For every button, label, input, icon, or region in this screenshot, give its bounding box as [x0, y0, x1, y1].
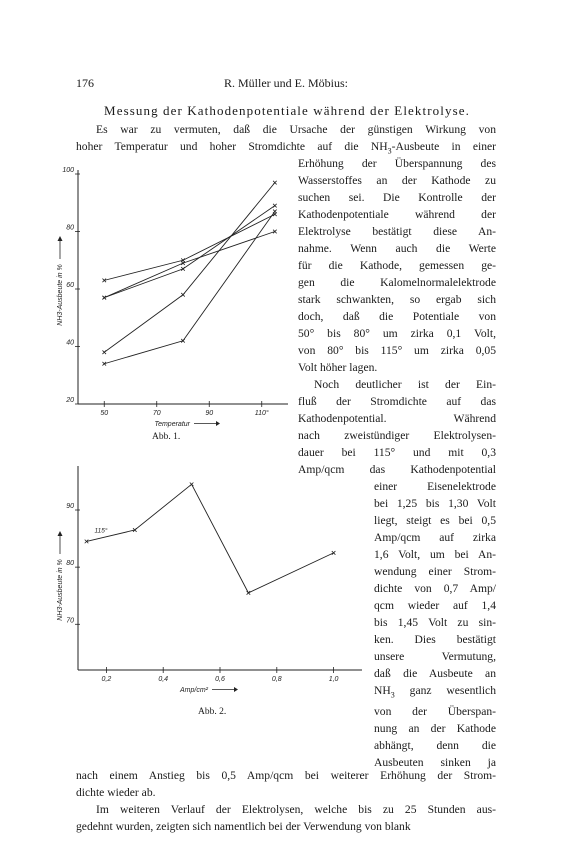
paragraph-line: einer Eisenelektrode	[374, 480, 496, 493]
paragraph-line: dichte von 0,7 Amp/	[374, 582, 496, 595]
paragraph-line: Amp/qcm das Kathodenpotential	[298, 463, 496, 476]
paragraph-line: Amp/qcm auf zirka	[374, 531, 496, 544]
paragraph-line: nach zweistündiger Elektrolysen-	[298, 429, 496, 442]
paragraph-line: doch, daß die Potentiale von	[298, 310, 496, 323]
x-tick-label: 110°	[254, 410, 269, 417]
data-point	[181, 293, 185, 297]
figure-2-series	[85, 482, 336, 594]
x-tick-label: 1,0	[328, 676, 339, 683]
paragraph-line: liegt, steigt es bei 0,5	[374, 514, 496, 527]
paragraph-line: qcm wieder auf 1,4	[374, 599, 496, 612]
x-tick-label: 0,4	[158, 676, 169, 683]
paragraph-line: Im weiteren Verlauf der Elektrolysen, welche bis zu 25 Stunden aus-	[96, 803, 496, 816]
x-axis-label: Temperatur	[154, 421, 190, 428]
text-column-narrow	[374, 478, 496, 771]
figure-1-axes	[57, 167, 288, 428]
series-line	[104, 183, 275, 353]
y-axis-arrowhead	[58, 236, 63, 241]
page-number: 176	[76, 76, 94, 90]
data-point	[273, 210, 277, 214]
paragraph-line: Wasserstoffes an der Kathode zu	[298, 174, 496, 187]
data-point	[332, 551, 336, 555]
running-head	[76, 76, 496, 92]
paragraph-line: Kathodenpotential. Während	[298, 412, 496, 425]
figure-1-chart	[40, 160, 295, 435]
paragraph-line: Elektrolyse bestätigt diese An-	[298, 225, 496, 238]
figure-2-chart	[40, 458, 370, 708]
text-column-right	[298, 155, 496, 478]
paragraph-line: von der Überspan-	[374, 705, 496, 719]
y-axis-label: NH3-Ausbeute in %	[57, 559, 64, 621]
data-point	[273, 181, 277, 185]
paragraph-line: nahme. Wenn auch die Werte	[298, 242, 496, 255]
y-axis-arrowhead	[58, 531, 63, 536]
paragraph-line: Kathodenpotentiale während der	[298, 208, 496, 221]
paragraph-line: fluß der Stromdichte auf das	[298, 395, 496, 408]
text-bottom	[76, 767, 496, 835]
x-tick-label: 0,8	[271, 676, 282, 683]
paragraph-line: von 80° bis 115° um zirka 0,05	[298, 344, 496, 357]
y-tick-label: 90	[66, 503, 74, 510]
x-axis-arrowhead	[216, 421, 220, 426]
y-tick-label: 80	[66, 224, 74, 232]
x-tick-label: 0,2	[101, 676, 112, 683]
x-tick-label: 90	[205, 410, 214, 417]
series-annotation: 115°	[94, 527, 108, 535]
paragraph-line: 50° bis 80° um zirka 0,1 Volt,	[298, 327, 496, 340]
paragraph-line: $NH_3$ ganz wesentlich	[374, 684, 496, 700]
paragraph-line: dauer bei 115° und mit 0,3	[298, 446, 496, 459]
paragraph-line: unsere Vermutung,	[374, 650, 496, 663]
paragraph-line: Volt höher lagen.	[298, 361, 378, 374]
data-point	[273, 204, 277, 208]
series-line	[87, 484, 334, 593]
paragraph-line: dichte wieder ab.	[76, 786, 156, 799]
series-line	[104, 211, 275, 363]
figure-1-caption: Abb. 1.	[152, 432, 181, 442]
x-tick-label: 50	[100, 410, 109, 417]
y-tick-label: 100	[62, 167, 74, 174]
paragraph-line: ken. Dies bestätigt	[374, 633, 496, 646]
y-tick-label: 20	[66, 397, 74, 404]
y-tick-label: 70	[66, 617, 74, 625]
paragraph-line: gen die Kalomelnormalelektrode	[298, 276, 496, 289]
running-title: R. Müller und E. Möbius:	[223, 76, 348, 90]
paragraph-line: Noch deutlicher ist der Ein-	[314, 378, 496, 391]
y-tick-label: 40	[66, 339, 74, 347]
x-tick-label: 0,6	[215, 676, 225, 683]
data-point	[247, 591, 251, 595]
figure-1-series	[102, 181, 276, 366]
paragraph-line: hoher Temperatur und hoher Stromdichte auf die $NH_3$-Ausbeute in einer	[76, 140, 496, 156]
y-tick-label: 80	[66, 560, 74, 568]
paragraph-line: wendung einer Strom-	[374, 565, 496, 578]
paragraph-line: nach einem Anstieg bis 0,5 Amp/qcm bei weiterer Erhöhung der Strom-	[76, 769, 496, 782]
paragraph-line: bis 1,45 Volt zu sin-	[374, 616, 496, 629]
y-axis-label: NH3-Ausbeute in %	[57, 264, 64, 326]
paragraph-line: für die Kathode, gemessen ge-	[298, 259, 496, 272]
paragraph-line: Es war zu vermuten, daß die Ursache der günstigen Wirkung von	[96, 123, 496, 136]
x-axis-arrowhead	[234, 687, 238, 692]
paragraph-line: abhängt, denn die	[374, 739, 496, 753]
paragraph-line: Erhöhung der Überspannung des	[298, 157, 496, 170]
paragraph-line: 1,6 Volt, um bei An-	[374, 548, 496, 561]
x-axis-label: Amp/cm²	[180, 687, 208, 694]
series-line	[104, 206, 275, 298]
paragraph-line: gedehnt wurden, zeigten sich namentlich bei der Verwendung von blank	[76, 820, 411, 833]
section-title: Messung der Kathodenpotentiale während der Elektrolyse.	[104, 103, 470, 118]
paragraph-line: bei 1,25 bis 1,30 Volt	[374, 497, 496, 510]
paragraph-line: nung an der Kathode	[374, 722, 496, 736]
paragraph-line: Ausbeuten sinken ja	[374, 756, 496, 770]
paragraph-line: daß die Ausbeute an	[374, 667, 496, 680]
x-tick-label: 70	[152, 410, 161, 417]
figure-2-axes	[57, 466, 362, 694]
paragraph-line: stark schwankten, so ergab sich	[298, 293, 496, 306]
figure-2-caption: Abb. 2.	[198, 707, 227, 717]
y-tick-label: 60	[66, 282, 74, 289]
data-point	[190, 482, 194, 486]
data-point	[102, 350, 106, 354]
paragraph-line: suchen sei. Die Kontrolle der	[298, 191, 496, 204]
